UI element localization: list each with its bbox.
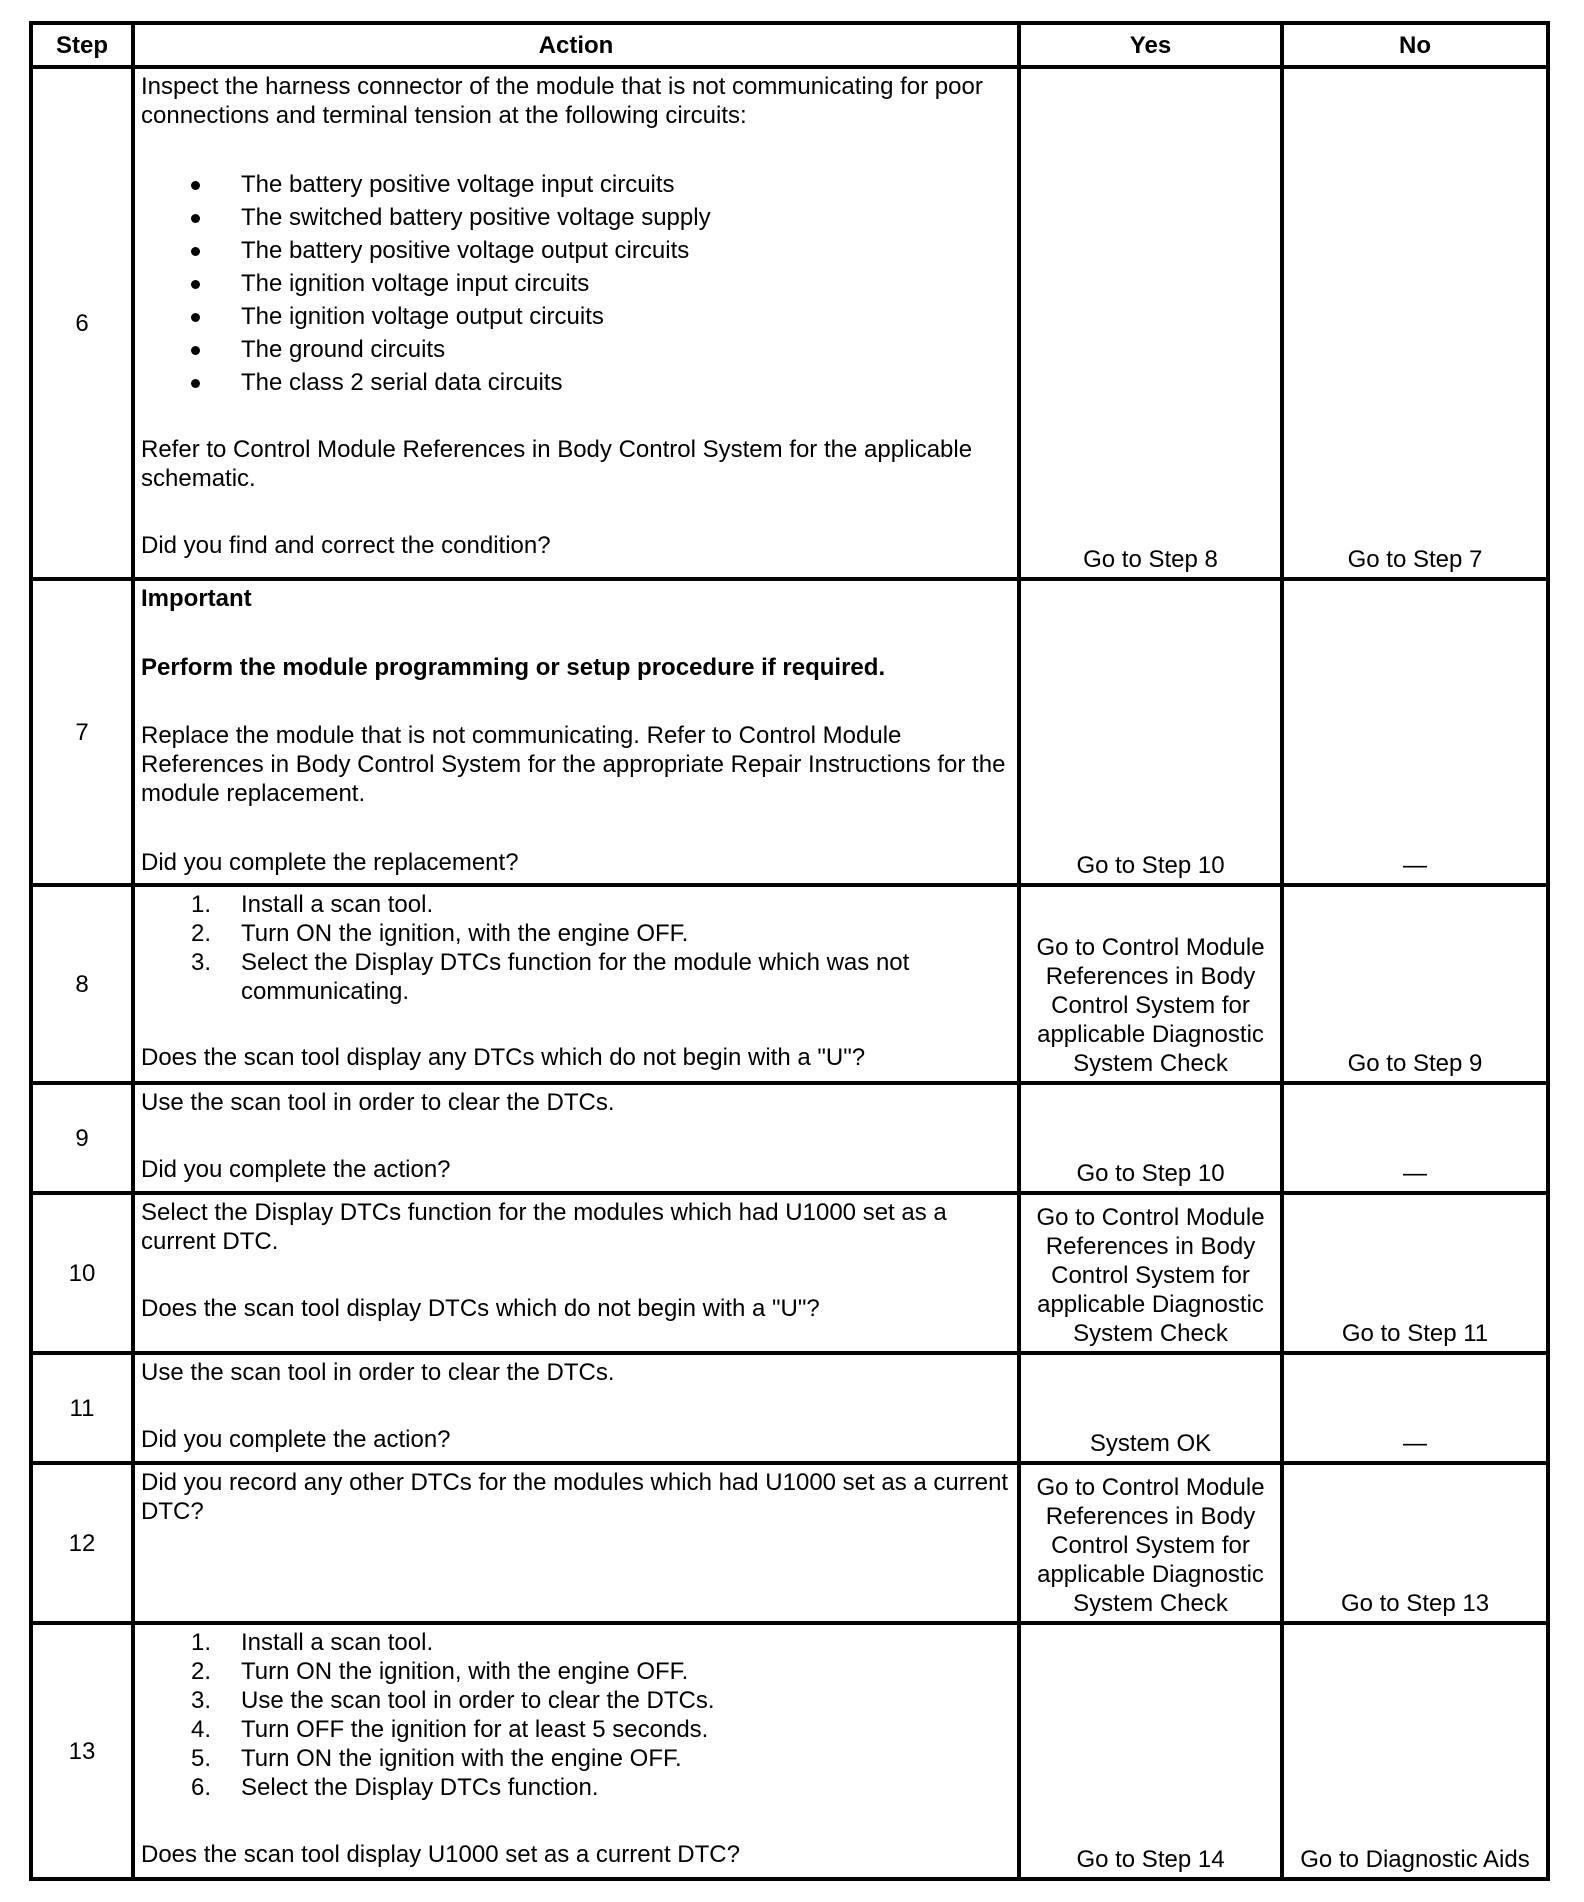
action-question: Does the scan tool display any DTCs which do not begin with a "U"? (141, 1044, 866, 1071)
bullet-icon (191, 313, 200, 322)
action-cell (133, 1353, 1019, 1463)
diagnostic-table (29, 21, 1550, 1881)
no-result: — (1282, 1353, 1548, 1463)
yes-result: Go to Control Module References in Body Control System for applicable Diagnostic System Check (1019, 1463, 1282, 1623)
list-item: The battery positive voltage input circuits (141, 168, 1013, 201)
no-result: — (1282, 1083, 1548, 1193)
yes-result: System OK (1019, 1353, 1282, 1463)
important-text: Perform the module programming or setup procedure if required. (141, 654, 886, 681)
step-number: 9 (31, 1083, 133, 1193)
action-body: Select the Display DTCs function for the modules which had U1000 set as a current DTC. (141, 1199, 947, 1255)
no-result: Go to Step 13 (1282, 1463, 1548, 1623)
list-item: The ignition voltage input circuits (141, 267, 1013, 300)
step-number: 7 (31, 579, 133, 885)
yes-result: Go to Step 10 (1019, 579, 1282, 885)
yes-result: Go to Control Module References in Body Control System for applicable Diagnostic System Check (1019, 885, 1282, 1083)
header-yes: Yes (1019, 23, 1282, 67)
step-number: 13 (31, 1623, 133, 1879)
action-question: Does the scan tool display U1000 set as a current DTC? (141, 1841, 740, 1868)
table-row-step-8 (31, 885, 1548, 1083)
list-item: The ignition voltage output circuits (141, 300, 1013, 333)
list-item: 1. Install a scan tool. (191, 1629, 434, 1656)
action-question: Did you complete the replacement? (141, 849, 519, 876)
step-number: 12 (31, 1463, 133, 1623)
table-row-step-7 (31, 579, 1548, 885)
header-step: Step (31, 23, 133, 67)
action-body: Did you record any other DTCs for the modules which had U1000 set as a current DTC? (141, 1469, 1009, 1525)
bullet-icon (191, 214, 200, 223)
action-cell (133, 67, 1019, 579)
action-cell (133, 1463, 1019, 1623)
header-row (31, 23, 1548, 67)
circuit-list (141, 168, 1013, 399)
action-cell (133, 1623, 1019, 1879)
list-item: 2. Turn ON the ignition, with the engine OFF. (191, 1658, 689, 1685)
yes-result: Go to Control Module References in Body Control System for applicable Diagnostic System Check (1019, 1193, 1282, 1353)
action-cell (133, 1083, 1019, 1193)
procedure-list (141, 1628, 1013, 1802)
no-result: Go to Step 11 (1282, 1193, 1548, 1353)
action-body: Use the scan tool in order to clear the DTCs. (141, 1359, 615, 1386)
procedure-list (141, 890, 1013, 1006)
table-row-step-13 (31, 1623, 1548, 1879)
bullet-icon (191, 379, 200, 388)
yes-result: Go to Step 8 (1019, 67, 1282, 579)
table-row-step-11 (31, 1353, 1548, 1463)
list-item: 6. Select the Display DTCs function. (191, 1774, 599, 1801)
list-item: The battery positive voltage output circuits (141, 234, 1013, 267)
list-item: 3. Use the scan tool in order to clear the DTCs. (191, 1687, 715, 1714)
no-result: Go to Step 7 (1282, 67, 1548, 579)
header-no: No (1282, 23, 1548, 67)
table-row-step-9 (31, 1083, 1548, 1193)
list-item: 3. Select the Display DTCs function for the module which was not communicating. (191, 949, 910, 1005)
no-result: — (1282, 579, 1548, 885)
action-intro: Inspect the harness connector of the module that is not communicating for poor connections and terminal tension at the following circuits: (141, 73, 983, 129)
action-question: Did you find and correct the condition? (141, 532, 551, 559)
action-cell (133, 885, 1019, 1083)
list-item: 5. Turn ON the ignition with the engine OFF. (191, 1745, 682, 1772)
bullet-icon (191, 280, 200, 289)
list-item: 4. Turn OFF the ignition for at least 5 seconds. (191, 1716, 709, 1743)
important-label: Important (141, 585, 252, 612)
list-item: 1. Install a scan tool. (191, 891, 434, 918)
step-number: 6 (31, 67, 133, 579)
table-row-step-6 (31, 67, 1548, 579)
bullet-icon (191, 346, 200, 355)
list-item: The class 2 serial data circuits (141, 366, 1013, 399)
diagnostic-table-page (29, 21, 1546, 1881)
step-number: 11 (31, 1353, 133, 1463)
header-action: Action (133, 23, 1019, 67)
action-cell (133, 579, 1019, 885)
step-number: 10 (31, 1193, 133, 1353)
no-result: Go to Step 9 (1282, 885, 1548, 1083)
list-item: 2. Turn ON the ignition, with the engine OFF. (191, 920, 689, 947)
action-question: Does the scan tool display DTCs which do not begin with a "U"? (141, 1295, 820, 1322)
table-row-step-10 (31, 1193, 1548, 1353)
action-body: Use the scan tool in order to clear the DTCs. (141, 1089, 615, 1116)
no-result: Go to Diagnostic Aids (1282, 1623, 1548, 1879)
yes-result: Go to Step 14 (1019, 1623, 1282, 1879)
action-cell (133, 1193, 1019, 1353)
action-body: Replace the module that is not communicating. Refer to Control Module References in Body Control System for the appropriate Repair Instructions for the module replacement. (141, 722, 1006, 807)
yes-result: Go to Step 10 (1019, 1083, 1282, 1193)
bullet-icon (191, 247, 200, 256)
bullet-icon (191, 181, 200, 190)
action-question: Did you complete the action? (141, 1156, 451, 1183)
list-item: The switched battery positive voltage supply (141, 201, 1013, 234)
step-number: 8 (31, 885, 133, 1083)
action-note: Refer to Control Module References in Body Control System for the applicable schematic. (141, 436, 973, 492)
list-item: The ground circuits (141, 333, 1013, 366)
table-row-step-12 (31, 1463, 1548, 1623)
action-question: Did you complete the action? (141, 1426, 451, 1453)
